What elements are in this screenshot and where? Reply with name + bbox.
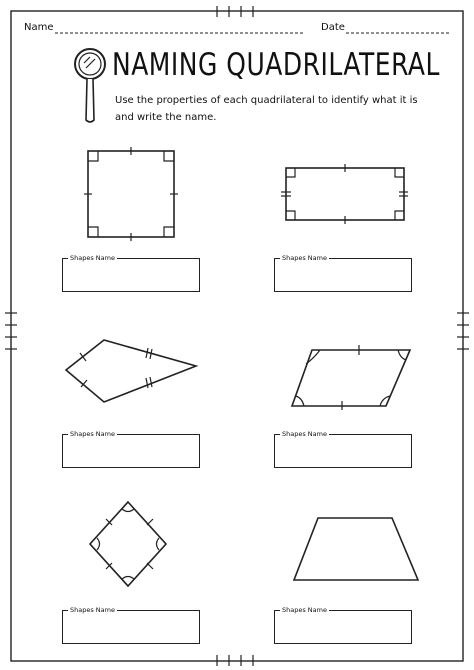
parallelogram-shape xyxy=(286,344,418,410)
answer-box-3[interactable] xyxy=(62,434,200,468)
rhombus-shape xyxy=(84,496,174,592)
answer-box-label-5: Shapes Name xyxy=(70,606,115,614)
name-label: Name xyxy=(24,22,54,33)
trapezoid-shape xyxy=(290,514,424,586)
date-label: Date xyxy=(321,22,345,33)
answer-box-label-4: Shapes Name xyxy=(282,430,327,438)
rectangle-shape xyxy=(278,160,408,226)
date-field[interactable] xyxy=(346,20,450,34)
page-title: NAMING QUADRILATERAL xyxy=(112,46,440,83)
instructions-text: Use the properties of each quadrilateral to identify what it is and write the name. xyxy=(115,95,418,123)
kite-shape xyxy=(60,330,200,410)
answer-box-label-6: Shapes Name xyxy=(282,606,327,614)
answer-box-label-3: Shapes Name xyxy=(70,430,115,438)
name-field[interactable] xyxy=(55,20,305,34)
answer-box-label-1: Shapes Name xyxy=(70,254,115,262)
magnifying-glass-icon xyxy=(72,46,108,126)
answer-box-5[interactable] xyxy=(62,610,200,644)
answer-box-1[interactable] xyxy=(62,258,200,292)
answer-box-2[interactable] xyxy=(274,258,412,292)
square-shape xyxy=(78,143,188,243)
answer-box-6[interactable] xyxy=(274,610,412,644)
answer-box-label-2: Shapes Name xyxy=(282,254,327,262)
answer-box-4[interactable] xyxy=(274,434,412,468)
